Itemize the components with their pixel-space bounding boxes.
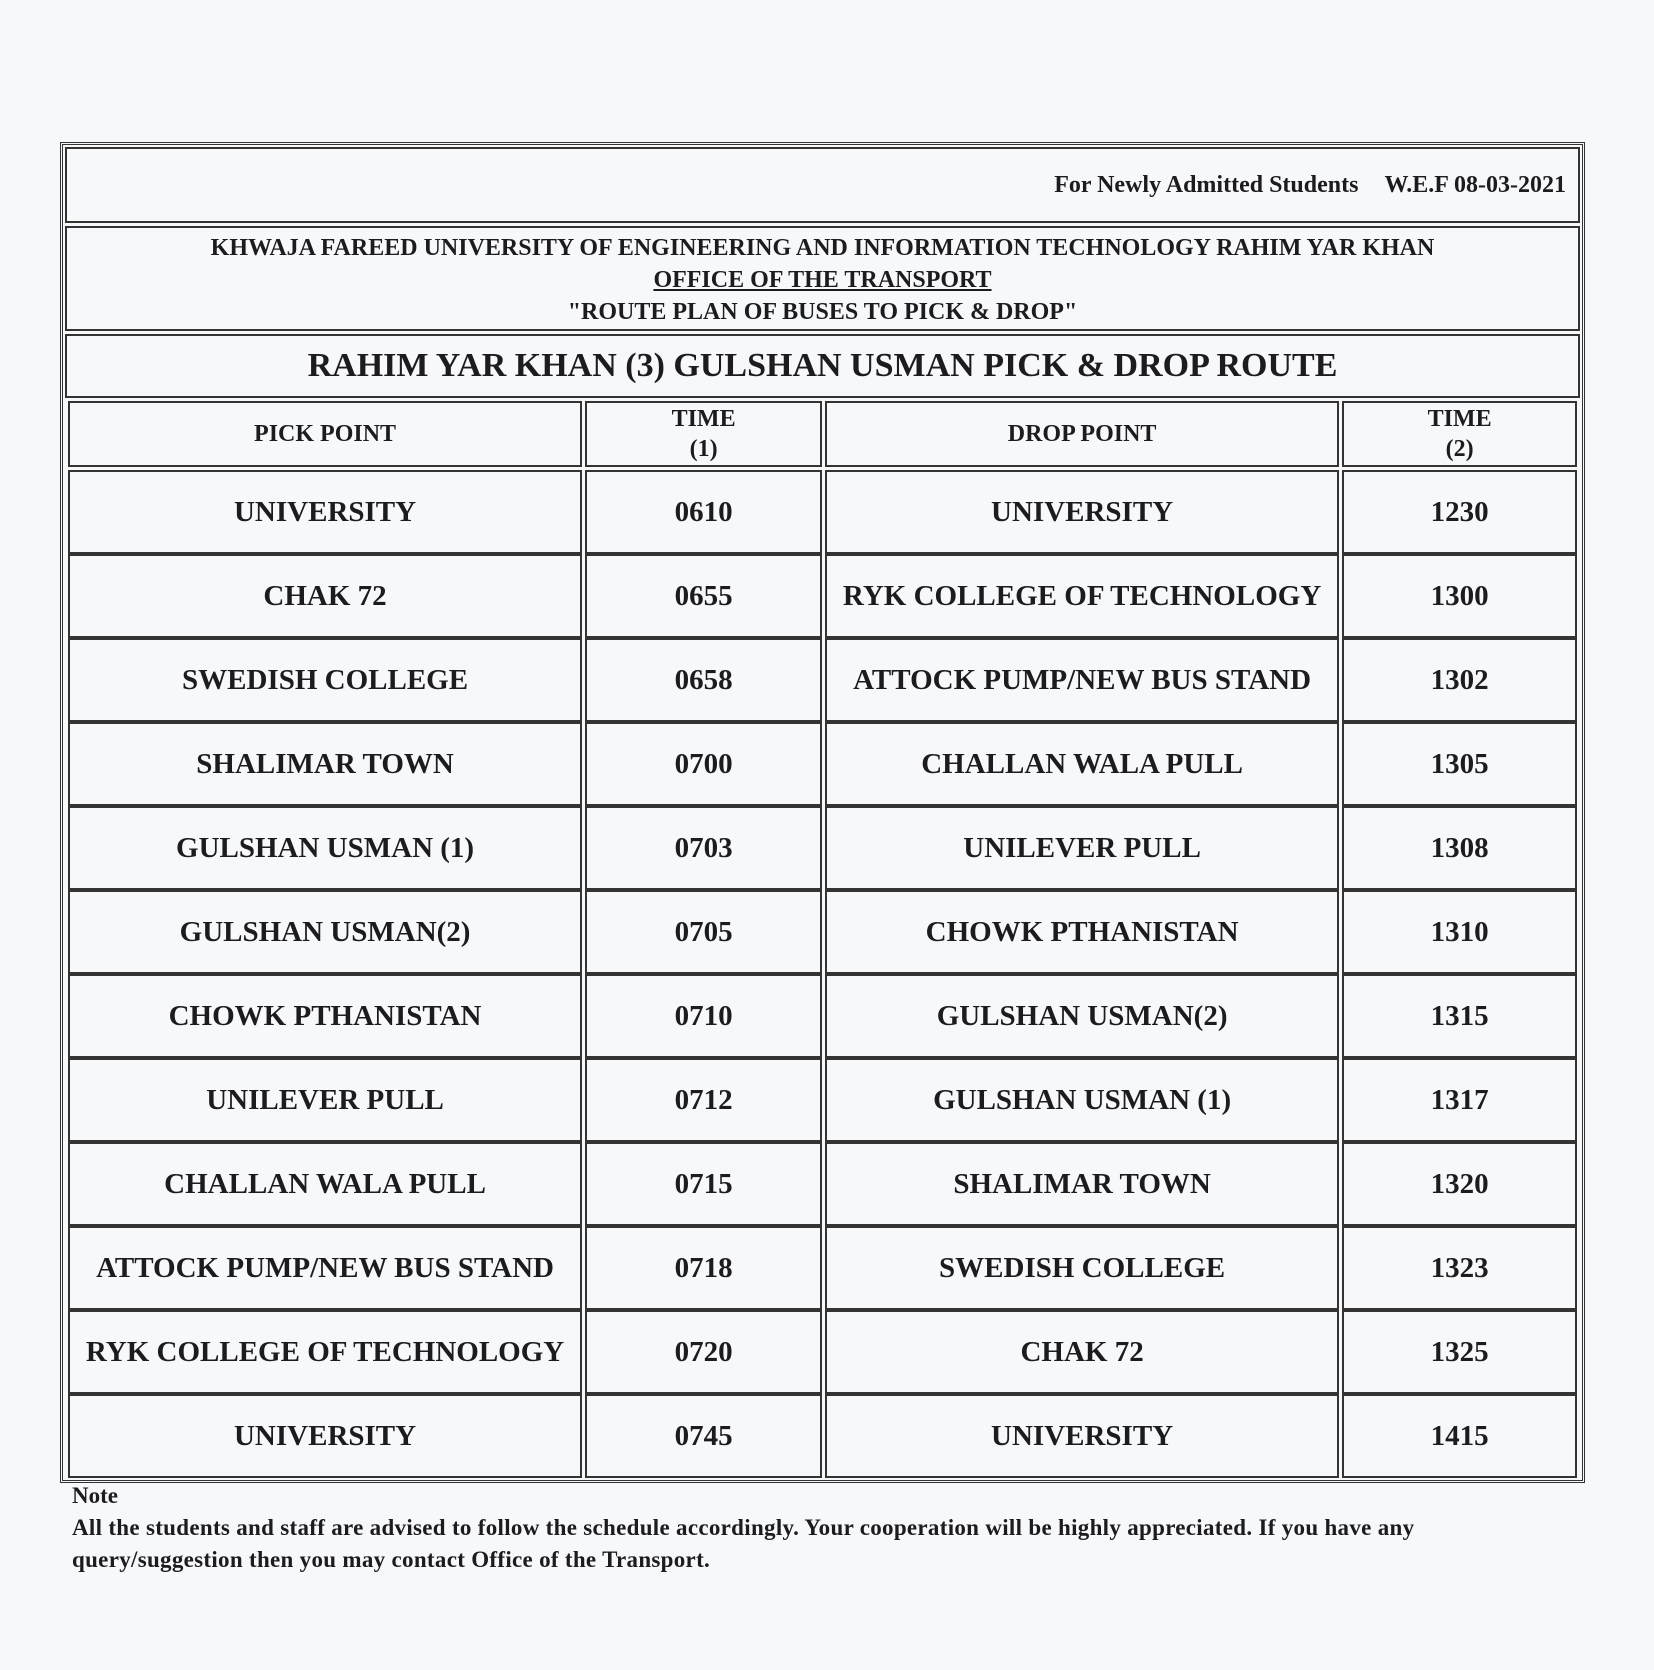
wef-banner: [65, 147, 1580, 223]
note-label: Note: [72, 1483, 118, 1508]
drop-time-cell: 1308: [1342, 806, 1577, 890]
drop-time-cell: 1305: [1342, 722, 1577, 806]
time1-header-number: (1): [689, 436, 718, 462]
pick-time-cell: 0745: [585, 1394, 822, 1478]
drop-point-cell: SHALIMAR TOWN: [825, 1142, 1339, 1226]
pick-point-cell: CHALLAN WALA PULL: [68, 1142, 582, 1226]
drop-time-cell: 1310: [1342, 890, 1577, 974]
wef-date: W.E.F 08-03-2021: [1384, 171, 1566, 198]
wef-students: For Newly Admitted Students: [1054, 171, 1359, 198]
route-plan-title: "ROUTE PLAN OF BUSES TO PICK & DROP": [567, 299, 1078, 325]
drop-point-cell: UNILEVER PULL: [825, 806, 1339, 890]
drop-time-cell: 1325: [1342, 1310, 1577, 1394]
pick-time-cell: 0700: [585, 722, 822, 806]
table-row: [68, 470, 1577, 554]
table-row: [68, 974, 1577, 1058]
drop-time-cell: 1300: [1342, 554, 1577, 638]
pick-point-cell: UNIVERSITY: [68, 470, 582, 554]
drop-time-cell: 1230: [1342, 470, 1577, 554]
drop-point-cell: SWEDISH COLLEGE: [825, 1226, 1339, 1310]
document-frame: [60, 142, 1585, 1483]
note-text: All the students and staff are advised to follow the schedule accordingly. Your cooperation will be highly appreciated. If you have any query/suggestion then you may contact Office of the Transport.: [72, 1515, 1415, 1572]
pick-point-cell: CHAK 72: [68, 554, 582, 638]
drop-time-cell: 1415: [1342, 1394, 1577, 1478]
table-row: [68, 806, 1577, 890]
pick-time-cell: 0710: [585, 974, 822, 1058]
pick-time-cell: 0712: [585, 1058, 822, 1142]
time2-header-number: (2): [1445, 436, 1474, 462]
pick-time-cell: 0705: [585, 890, 822, 974]
drop-time-cell: 1317: [1342, 1058, 1577, 1142]
table-row: [68, 1142, 1577, 1226]
pick-time-cell: 0658: [585, 638, 822, 722]
drop-point-cell: GULSHAN USMAN(2): [825, 974, 1339, 1058]
time2-header: [1342, 401, 1577, 467]
table-row: [68, 1058, 1577, 1142]
office-title: OFFICE OF THE TRANSPORT: [653, 267, 992, 293]
table-row: [68, 1226, 1577, 1310]
drop-point-cell: GULSHAN USMAN (1): [825, 1058, 1339, 1142]
pick-time-cell: 0718: [585, 1226, 822, 1310]
pick-point-header: PICK POINT: [68, 401, 582, 467]
route-table: [65, 401, 1580, 1478]
table-row: [68, 554, 1577, 638]
table-row: [68, 890, 1577, 974]
table-header-row: [68, 401, 1577, 467]
time2-header-label: TIME: [1427, 406, 1492, 432]
university-name: KHWAJA FAREED UNIVERSITY OF ENGINEERING AND INFORMATION TECHNOLOGY RAHIM YAR KHAN: [210, 235, 1435, 261]
table-row: [68, 638, 1577, 722]
note-section: [72, 1480, 1522, 1576]
pick-point-cell: SHALIMAR TOWN: [68, 722, 582, 806]
university-header: [65, 226, 1580, 331]
pick-time-cell: 0703: [585, 806, 822, 890]
drop-point-cell: CHAK 72: [825, 1310, 1339, 1394]
drop-time-cell: 1320: [1342, 1142, 1577, 1226]
time1-header: [585, 401, 822, 467]
pick-point-cell: GULSHAN USMAN (1): [68, 806, 582, 890]
drop-point-cell: CHOWK PTHANISTAN: [825, 890, 1339, 974]
drop-point-cell: CHALLAN WALA PULL: [825, 722, 1339, 806]
route-document: [60, 142, 1585, 1483]
pick-time-cell: 0655: [585, 554, 822, 638]
drop-point-cell: ATTOCK PUMP/NEW BUS STAND: [825, 638, 1339, 722]
time1-header-label: TIME: [671, 406, 736, 432]
drop-point-cell: UNIVERSITY: [825, 1394, 1339, 1478]
pick-point-cell: GULSHAN USMAN(2): [68, 890, 582, 974]
drop-time-cell: 1302: [1342, 638, 1577, 722]
pick-point-cell: UNIVERSITY: [68, 1394, 582, 1478]
table-row: [68, 722, 1577, 806]
route-title: RAHIM YAR KHAN (3) GULSHAN USMAN PICK & DROP ROUTE: [65, 334, 1580, 398]
pick-point-cell: RYK COLLEGE OF TECHNOLOGY: [68, 1310, 582, 1394]
pick-point-cell: UNILEVER PULL: [68, 1058, 582, 1142]
pick-time-cell: 0610: [585, 470, 822, 554]
pick-point-cell: CHOWK PTHANISTAN: [68, 974, 582, 1058]
table-row: [68, 1310, 1577, 1394]
pick-time-cell: 0720: [585, 1310, 822, 1394]
drop-time-cell: 1323: [1342, 1226, 1577, 1310]
pick-time-cell: 0715: [585, 1142, 822, 1226]
pick-point-cell: SWEDISH COLLEGE: [68, 638, 582, 722]
pick-point-cell: ATTOCK PUMP/NEW BUS STAND: [68, 1226, 582, 1310]
table-row: [68, 1394, 1577, 1478]
drop-point-cell: UNIVERSITY: [825, 470, 1339, 554]
drop-point-cell: RYK COLLEGE OF TECHNOLOGY: [825, 554, 1339, 638]
drop-point-header: DROP POINT: [825, 401, 1339, 467]
drop-time-cell: 1315: [1342, 974, 1577, 1058]
